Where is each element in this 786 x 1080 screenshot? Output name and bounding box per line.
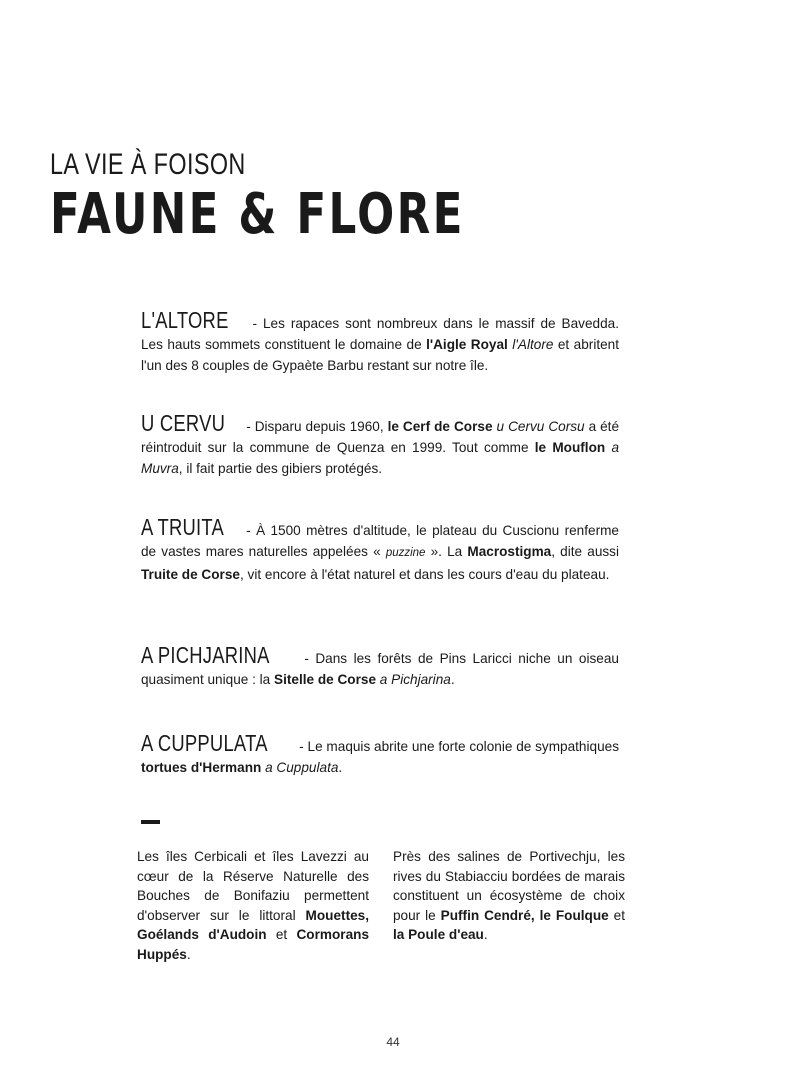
column-text: Les îles Cerbicali et îles Lavezzi au cœur de la Réserve Naturelle des Bouches de Bonifaziu permettent d'observer sur le littoral	[137, 849, 369, 923]
entry-separator: -	[242, 419, 255, 434]
corsican-name: l'Altore	[512, 337, 554, 352]
entry-text: et abritent l'un des 8 couples de Gypaète Barbu restant sur notre île.	[141, 337, 620, 373]
species-name: la Poule d'eau	[393, 927, 484, 942]
page-number: 44	[386, 1035, 400, 1049]
entry-text: , il fait partie des gibiers protégés.	[178, 461, 383, 476]
species-name: l'Aigle Royal	[426, 337, 508, 352]
entry-text: , dite aussi	[551, 544, 619, 559]
entry-text: a été réintroduit sur la commune de Quenza en 1999. Tout comme	[141, 419, 620, 455]
entry-separator: -	[297, 651, 316, 666]
entry-altore	[141, 307, 620, 376]
entry-heading: A PICHJARINA	[141, 642, 270, 668]
column-text: et	[608, 907, 625, 923]
column-text: .	[186, 946, 191, 962]
corsican-name: puzzine	[385, 547, 426, 559]
species-name: Puffin Cendré, le Foulque	[440, 907, 609, 923]
entry-text: , vit encore à l'état naturel et dans les cours d'eau du plateau.	[239, 567, 610, 582]
column-right	[393, 847, 625, 945]
species-name: Sitelle de Corse	[274, 672, 377, 687]
species-name: Macrostigma	[467, 544, 552, 559]
entry-text: Le maquis abrite une forte colonie de sympathiques	[307, 739, 619, 754]
entry-pichjarina	[141, 642, 619, 690]
entry-text: Disparu depuis 1960,	[254, 419, 388, 434]
entry-text: Dans les forêts de Pins Laricci niche un oiseau quasiment unique : la	[141, 651, 619, 687]
entry-text: À 1500 mètres d'altitude, le plateau du Cuscionu renferme de vastes mares naturelles appelées «	[141, 523, 619, 559]
entry-separator: -	[295, 739, 308, 754]
corsican-name: a Cuppulata	[265, 760, 339, 775]
column-left	[137, 847, 369, 964]
entry-cuppulata	[141, 730, 619, 778]
species-name: Cormorans Huppés	[137, 927, 369, 962]
entry-separator: -	[246, 316, 263, 331]
entry-text: .	[450, 672, 455, 687]
entry-cervu	[141, 410, 620, 479]
corsican-name: u Cervu Corsu	[496, 419, 585, 434]
page-title: FAUNE & FLORE	[50, 182, 465, 247]
entry-heading: A CUPPULATA	[141, 730, 268, 756]
entry-text: ». La	[425, 544, 468, 559]
species-name: le Cerf de Corse	[387, 419, 493, 434]
corsican-name: a Muvra	[141, 440, 619, 476]
entry-truita	[141, 514, 619, 585]
species-name: le Mouflon	[534, 440, 606, 455]
corsican-name: a Pichjarina	[379, 672, 451, 687]
section-divider	[141, 820, 160, 824]
column-text: et	[266, 927, 297, 942]
column-text: Près des salines de Portivechju, les rives du Stabiacciu bordées de marais constituent un écosystème de choix pour le	[393, 849, 625, 923]
entry-heading: A TRUITA	[141, 514, 225, 540]
column-text: .	[483, 927, 488, 942]
species-name: tortues d'Hermann	[141, 760, 262, 775]
entry-heading: U CERVU	[141, 410, 226, 436]
entry-text: .	[338, 760, 343, 775]
entry-text: Les rapaces sont nombreux dans le massif de Bavedda. Les hauts sommets constituent le domaine de	[141, 316, 619, 352]
entry-separator: -	[240, 523, 257, 538]
entry-heading: L'ALTORE	[141, 307, 229, 333]
species-name: Truite de Corse	[141, 567, 240, 582]
species-name: Mouettes, Goélands d'Audoin	[137, 907, 369, 942]
section-kicker: LA VIE À FOISON	[50, 148, 246, 181]
